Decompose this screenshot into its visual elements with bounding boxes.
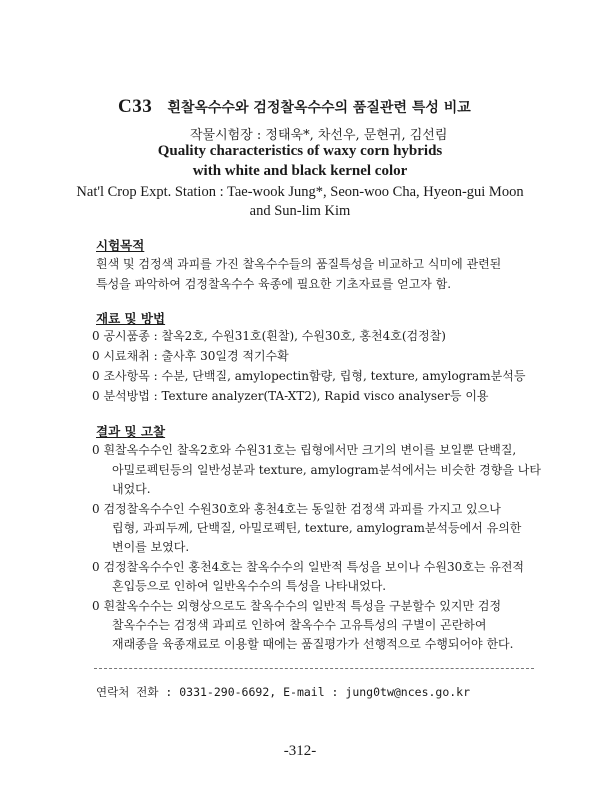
korean-authors: 작물시험장 : 정태욱*, 차선우, 문현귀, 김선림 bbox=[190, 128, 448, 143]
paper-code: C33 bbox=[118, 96, 153, 117]
purpose-line: 흰색 및 검정색 과피를 가진 찰옥수수들의 품질특성을 비교하고 식미에 관련된 bbox=[96, 257, 502, 271]
results-item-continuation: 재래종을 육종재료로 이용할 때에는 품질평가가 선행적으로 수행되어야 한다. bbox=[112, 637, 514, 651]
results-item-continuation: 혼입등으로 인하여 일반옥수수의 특성을 나타내었다. bbox=[112, 579, 387, 593]
results-item: 0 흰찰옥수수는 외형상으로도 찰옥수수의 일반적 특성을 구분할수 있지만 검정 bbox=[92, 599, 502, 613]
english-authors-line1: Nat'l Crop Expt. Station : Tae-wook Jung*, Seon-woo Cha, Hyeon-gui Moon bbox=[76, 184, 524, 200]
english-title-line2: with white and black kernel color bbox=[192, 163, 408, 179]
purpose-line: 특성을 파악하여 검정찰옥수수 육종에 필요한 기초자료를 얻고자 함. bbox=[96, 277, 452, 291]
results-item-continuation: 립형, 과피두께, 단백질, 아밀로펙틴, texture, amylogram분석등에서 유의한 bbox=[112, 521, 522, 535]
results-item: 0 검정찰옥수수인 수원30호와 홍천4호는 동일한 검정색 과피를 가지고 있으나 bbox=[92, 502, 501, 516]
results-item-continuation: 변이를 보였다. bbox=[112, 540, 190, 554]
results-item-continuation: 내었다. bbox=[112, 482, 151, 496]
footer-divider bbox=[94, 668, 534, 669]
methods-item: 0 공시품종 : 찰옥2호, 수원31호(흰찰), 수원30호, 홍천4호(검정찰) bbox=[92, 329, 446, 343]
methods-item: 0 분석방법 : Texture analyzer(TA-XT2), Rapid visco analyser등 이용 bbox=[92, 389, 489, 403]
korean-title: 흰찰옥수수와 검정찰옥수수의 품질관련 특성 비교 bbox=[167, 100, 471, 116]
page-number: -312- bbox=[283, 743, 317, 759]
english-title-line1: Quality characteristics of waxy corn hybrids bbox=[157, 143, 443, 159]
methods-item: 0 조사항목 : 수분, 단백질, amylopectin함량, 립형, texture, amylogram분석등 bbox=[92, 369, 526, 383]
results-heading: 결과 및 고찰 bbox=[96, 424, 166, 439]
results-item: 0 흰찰옥수수인 찰옥2호와 수원31호는 립형에서만 크기의 변이를 보일뿐 단백질, bbox=[92, 443, 517, 457]
title-row bbox=[118, 96, 578, 118]
purpose-heading: 시험목적 bbox=[96, 238, 145, 253]
results-item-continuation: 아밀로펙틴등의 일반성분과 texture, amylogram분석에서는 비슷한 경향을 나타 bbox=[112, 463, 541, 477]
methods-heading: 재료 및 방법 bbox=[96, 311, 166, 326]
results-item-continuation: 찰옥수수는 검정색 과피로 인하여 찰옥수수 고유특성의 구별이 곤란하여 bbox=[112, 618, 487, 632]
contact-info: 연락처 전화 : 0331-290-6692, E-mail : jung0tw@nces.go.kr bbox=[96, 685, 471, 699]
methods-item: 0 시료채취 : 출사후 30일경 적기수확 bbox=[92, 349, 289, 363]
results-item: 0 검정찰옥수수인 홍천4호는 찰옥수수의 일반적 특성을 보이나 수원30호는 유전적 bbox=[92, 560, 525, 574]
english-authors-line2: and Sun-lim Kim bbox=[249, 203, 351, 219]
